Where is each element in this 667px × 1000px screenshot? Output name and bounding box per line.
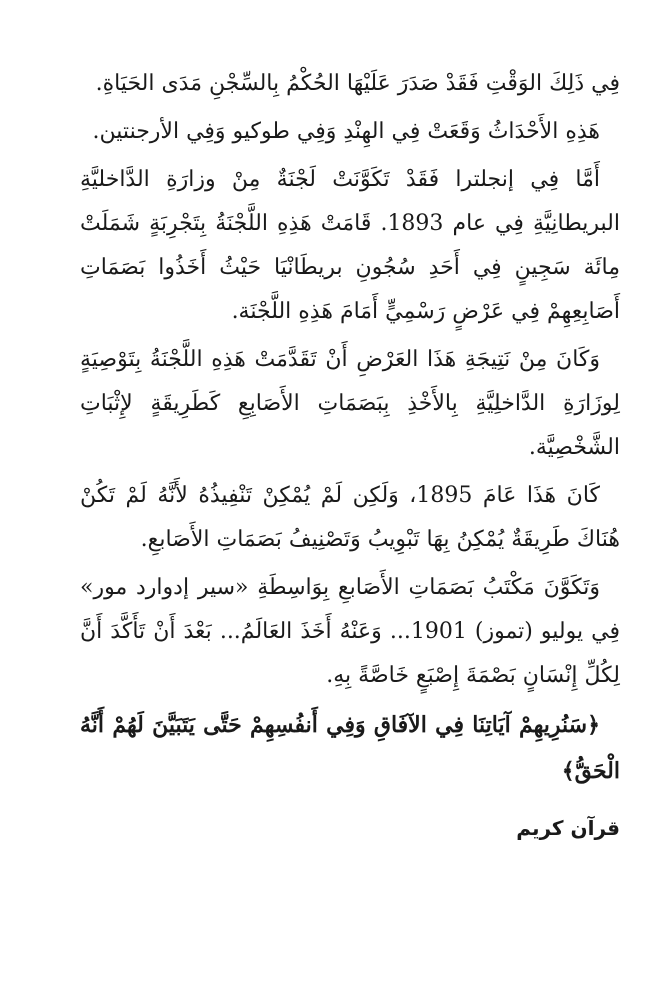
- quote-source: قرآن كريم: [516, 816, 620, 840]
- document-page: [80, 62, 620, 848]
- quran-quote: ﴿سَنُرِيهِمْ آيَاتِنَا فِي الآفَاقِ وَفِي أَنفُسِهِمْ حَتَّى يَتَبَيَّنَ لَهُمْ أَنَّهُ الْحَقُّ﴾: [80, 712, 620, 784]
- paragraph-5: كَانَ هَذَا عَامَ 1895، وَلَكِن لَمْ يُمْكِنْ تَنْفِيذُهُ لأَنَّهُ لَمْ تَكُنْ هُنَاكَ طَرِيقَةٌ يُمْكِنُ بِهَا تَبْوِيبُ وَتَصْنِيفُ بَصَمَاتِ الأَصَابعِ.: [80, 483, 620, 552]
- paragraph-6: وَتَكَوَّنَ مَكْتَبُ بَصَمَاتِ الأَصَابعِ بِوَاسِطَةِ «سير إدوارد مور» فِي يوليو (تموز) 1901... وَعَنْهُ أَخَذَ العَالَمُ... بَعْدَ أَنْ تَأَكَّدَ أَنَّ لِكُلِّ إِنْسَانٍ بَصْمَةَ إِصْبَعٍ خَاصَّةً بِهِ.: [80, 575, 620, 688]
- paragraph-2: هَذِهِ الأَحْدَاثُ وَقَعَتْ فِي الهِنْدِ وَفِي طوكيو وَفِي الأرجنتين.: [92, 119, 600, 144]
- paragraph-3: أَمَّا فِي إنجلترا فَقَدْ تَكَوَّنَتْ لَجْنَةٌ مِنْ وزارَةِ الدَّاخليَّةِ البريطانِيَّةِ فِي عام 1893. قَامَتْ هَذِهِ اللَّجْنَةُ بِتَجْرِبَةٍ شَمَلَتْ مِائَة سَجِينٍ فِي أَحَدِ سُجُونِ بريطَانْيَا حَيْثُ أَخَذُوا بَصَمَاتِ أَصَابِعِهِمْ فِي عَرْضٍ رَسْمِيٍّ أَمَامَ هَذِهِ اللَّجْنَة.: [80, 167, 620, 324]
- paragraph-1: فِي ذَلِكَ الوَقْتِ فَقَدْ صَدَرَ عَلَيْهَا الحُكْمُ بِالسِّجْنِ مَدَى الحَيَاةِ.: [95, 71, 620, 96]
- paragraph-4: وَكَانَ مِنْ نَتِيجَةِ هَذَا العَرْضِ أَنْ تَقَدَّمَتْ هَذِهِ اللَّجْنَةُ بِتَوْصِيَةٍ لِوزَارَةِ الدَّاخلِيَّةِ بِالأَخْذِ بِبَصَمَاتِ الأَصَابِعِ كَطَرِيقَةٍ لإِثْبَاتِ الشَّخْصِيَّة.: [80, 347, 620, 460]
